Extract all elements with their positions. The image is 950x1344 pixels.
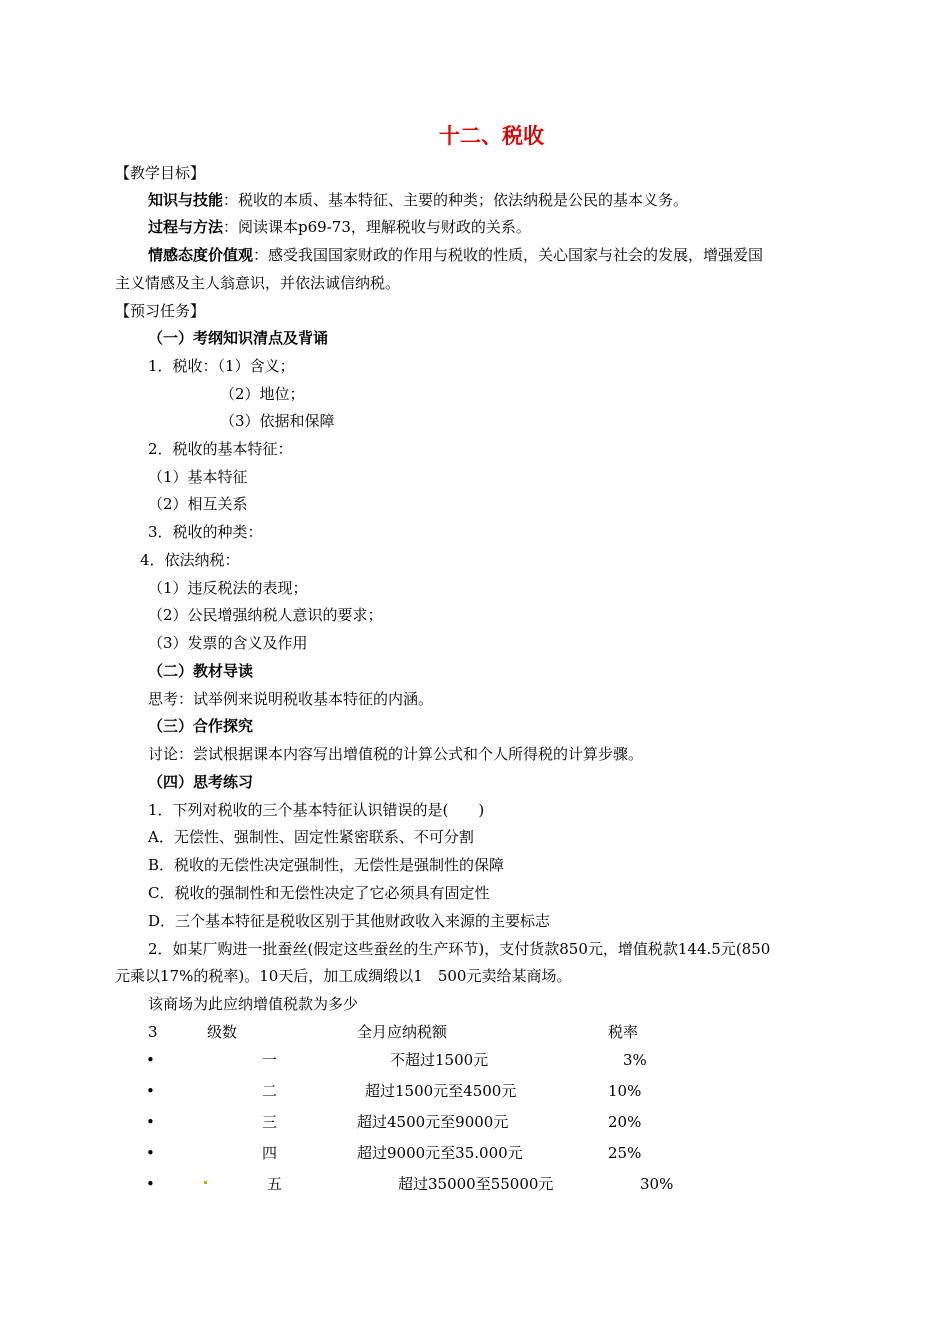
table-index: 3 [148,1023,158,1041]
list-item: 1．税收：（1）含义； [148,357,295,375]
row-bullet: • [146,1113,155,1131]
question-1: 1．下列对税收的三个基本特征认识错误的是( ) [148,801,485,819]
section-3-heading: （三）合作探究 [148,717,254,735]
discuss-text: 讨论：尝试根据课本内容写出增值税的计算公式和个人所得税的计算步骤。 [148,745,644,763]
option-d: D．三个基本特征是税收区别于其他财政收入来源的主要标志 [148,912,551,930]
list-item: （2）相互关系 [148,495,248,513]
option-c: C．税收的强制性和无偿性决定了它必须具有固定性 [148,884,490,902]
header-amount: 全月应纳税额 [357,1023,448,1041]
row-level: 三 [262,1113,278,1131]
list-item: （2）公民增强纳税人意识的要求； [148,606,383,624]
process-line [148,217,531,237]
option-b: B．税收的无偿性决定强制性，无偿性是强制性的保障 [148,856,505,874]
question-2-line-1: 2．如某厂购进一批蚕丝(假定这些蚕丝的生产环节)，支付货款850元，增值税款144.5元(850 [148,940,771,958]
row-rate: 10% [608,1082,642,1100]
section-2-heading: （二）教材导读 [148,662,254,680]
list-item: 2．税收的基本特征： [148,440,293,458]
row-rate: 3% [623,1051,647,1069]
row-level: 五 [267,1175,283,1193]
question-2-line-2: 元乘以17%的税率)。10天后，加工成绸缎以1 500元卖给某商场。 [115,967,572,985]
row-bullet: • [146,1082,155,1100]
row-level: 四 [262,1144,278,1162]
question-2-line-3: 该商场为此应纳增值税款为多少 [148,995,359,1013]
row-amount: 超过9000元至35.000元 [357,1144,523,1162]
row-amount: 超过1500元至4500元 [365,1082,517,1100]
knowledge-label: 知识与技能 [148,191,224,209]
row-rate: 30% [640,1175,674,1193]
row-level: 一 [262,1051,278,1069]
list-item: （3）依据和保障 [220,412,335,430]
header-level: 级数 [207,1023,238,1041]
emotion-text: ：感受我国国家财政的作用与税收的性质，关心国家与社会的发展，增强爱国 [253,246,764,264]
think-text: 思考：试举例来说明税收基本特征的内涵。 [148,690,434,708]
page-title: 十二、税收 [439,124,544,148]
list-item: 3．税收的种类： [148,523,263,541]
knowledge-line [148,190,688,210]
header-rate: 税率 [608,1023,639,1041]
row-level: 二 [262,1082,278,1100]
list-item: 4．依法纳税： [140,551,240,569]
row-amount: 超过4500元至9000元 [357,1113,509,1131]
row-rate: 25% [608,1144,642,1162]
process-label: 过程与方法 [148,218,224,236]
list-item: （3）发票的含义及作用 [148,634,308,652]
stray-mark [204,1181,207,1184]
list-item: （1）违反税法的表现； [148,579,308,597]
row-bullet: • [146,1175,155,1193]
goals-heading: 【教学目标】 [115,164,206,182]
section-4-heading: （四）思考练习 [148,773,254,791]
row-rate: 20% [608,1113,642,1131]
row-bullet: • [146,1144,155,1162]
preview-heading: 【预习任务】 [115,302,206,320]
emotion-label: 情感态度价值观 [148,246,254,264]
process-text: ：阅读课本p69-73，理解税收与财政的关系。 [223,218,531,236]
row-amount: 超过35000至55000元 [398,1175,554,1193]
emotion-line [148,245,763,265]
row-amount: 不超过1500元 [390,1051,489,1069]
knowledge-text: ：税收的本质、基本特征、主要的种类；依法纳税是公民的基本义务。 [223,191,689,209]
row-bullet: • [146,1051,155,1069]
emotion-line-2: 主义情感及主人翁意识，并依法诚信纳税。 [115,274,401,292]
section-1-heading: （一）考纲知识清点及背诵 [148,329,329,347]
option-a: A．无偿性、强制性、固定性紧密联系、不可分割 [148,828,474,846]
list-item: （2）地位； [220,385,305,403]
list-item: （1）基本特征 [148,468,248,486]
